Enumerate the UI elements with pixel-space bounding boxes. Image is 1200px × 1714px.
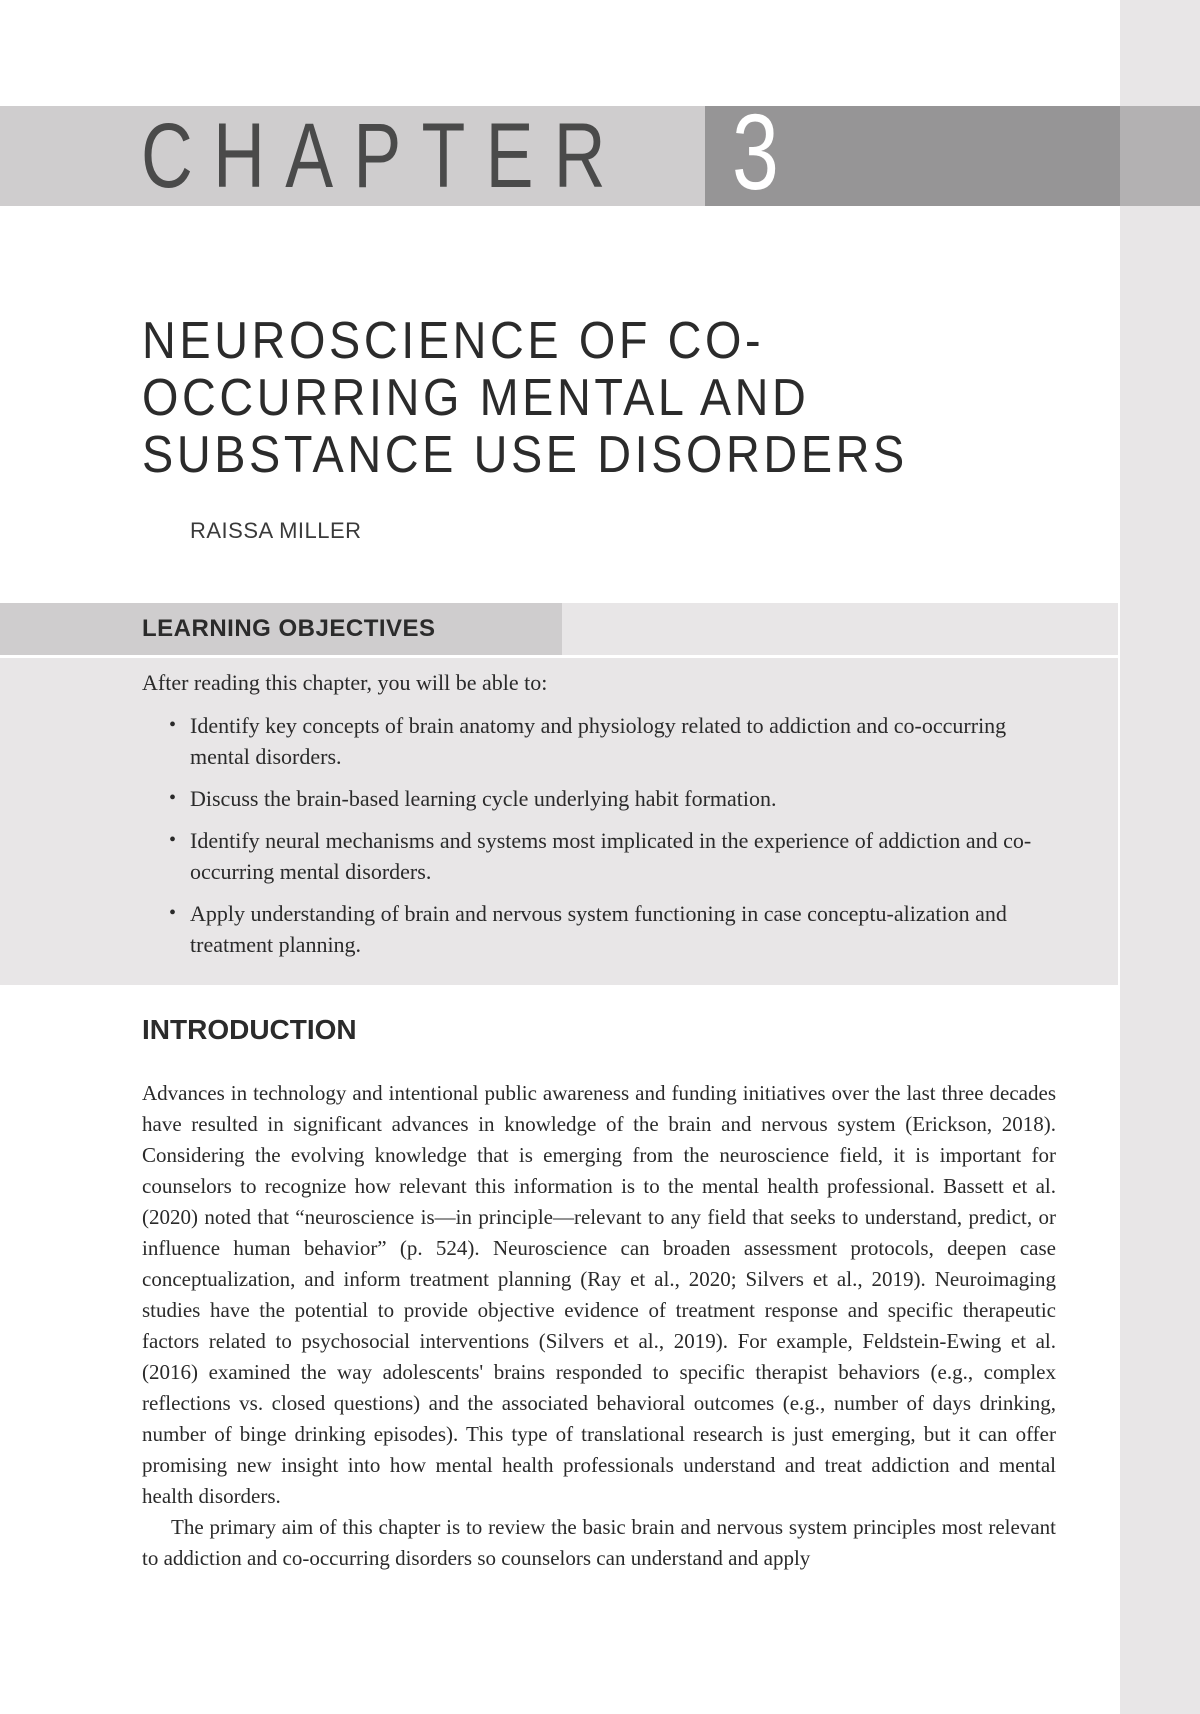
list-item <box>142 710 1032 772</box>
bullet-icon: • <box>169 787 177 809</box>
chapter-number-strip <box>1120 106 1200 206</box>
bullet-icon: • <box>169 902 177 924</box>
chapter-number: 3 <box>732 91 779 212</box>
list-item <box>142 825 1032 887</box>
list-item-text: Discuss the brain-based learning cycle underlying habit formation. <box>190 786 777 811</box>
bullet-icon: • <box>169 714 177 736</box>
paragraph: Advances in technology and intentional public awareness and funding initiatives over the last three decades have resulted in significant advances in knowledge of the brain and nervous system (Erickson, 2018). Considering the evolving knowledge that is emerging from the neuroscience field, it is important for counselors to recognize how relevant this information is to the mental health professional. Bassett et al. (2020) noted that “neuroscience is—in principle—relevant to any field that seeks to understand, predict, or influence human behavior” (p. 524). Neuroscience can broaden assessment protocols, deepen case conceptualization, and inform treatment planning (Ray et al., 2020; Silvers et al., 2019). Neuroimaging studies have the potential to provide objective evidence of treatment response and specific therapeutic factors related to psychosocial interventions (Silvers et al., 2019). For example, Feldstein-Ewing et al. (2016) examined the way adolescents' brains responded to specific therapist behaviors (e.g., complex reflections vs. closed questions) and the associated behavioral outcomes (e.g., number of days drinking, number of binge drinking episodes). This type of translational research is just emerging, but it can offer promising new insight into how mental health professionals understand and treat addiction and mental health disorders. <box>142 1081 1056 1508</box>
learning-objectives-header-fill <box>562 603 1118 655</box>
learning-objectives-list <box>142 710 1032 971</box>
author-name: RAISSA MILLER <box>190 518 362 543</box>
list-item-text: Apply understanding of brain and nervous system functioning in case conceptu-alization and treatment planning. <box>190 901 1007 957</box>
bullet-icon: • <box>169 829 177 851</box>
list-item <box>142 783 1032 814</box>
learning-objectives-heading: LEARNING OBJECTIVES <box>142 615 436 642</box>
introduction-body <box>142 1078 1056 1574</box>
list-item-text: Identify neural mechanisms and systems most implicated in the experience of addiction and co-occurring mental disorders. <box>190 828 1032 884</box>
chapter-title: NEUROSCIENCE OF CO-OCCURRING MENTAL AND SUBSTANCE USE DISORDERS <box>142 312 908 484</box>
list-item-text: Identify key concepts of brain anatomy and physiology related to addiction and co-occurring mental disorders. <box>190 713 1007 769</box>
introduction-heading: INTRODUCTION <box>142 1014 357 1045</box>
paragraph: The primary aim of this chapter is to review the basic brain and nervous system principles most relevant to addiction and co-occurring disorders so counselors can understand and apply <box>142 1515 1056 1570</box>
list-item <box>142 898 1032 960</box>
chapter-label: CHAPTER <box>141 105 626 207</box>
page-edge-strip <box>1120 0 1200 1714</box>
learning-objectives-intro: After reading this chapter, you will be able to: <box>142 670 548 695</box>
